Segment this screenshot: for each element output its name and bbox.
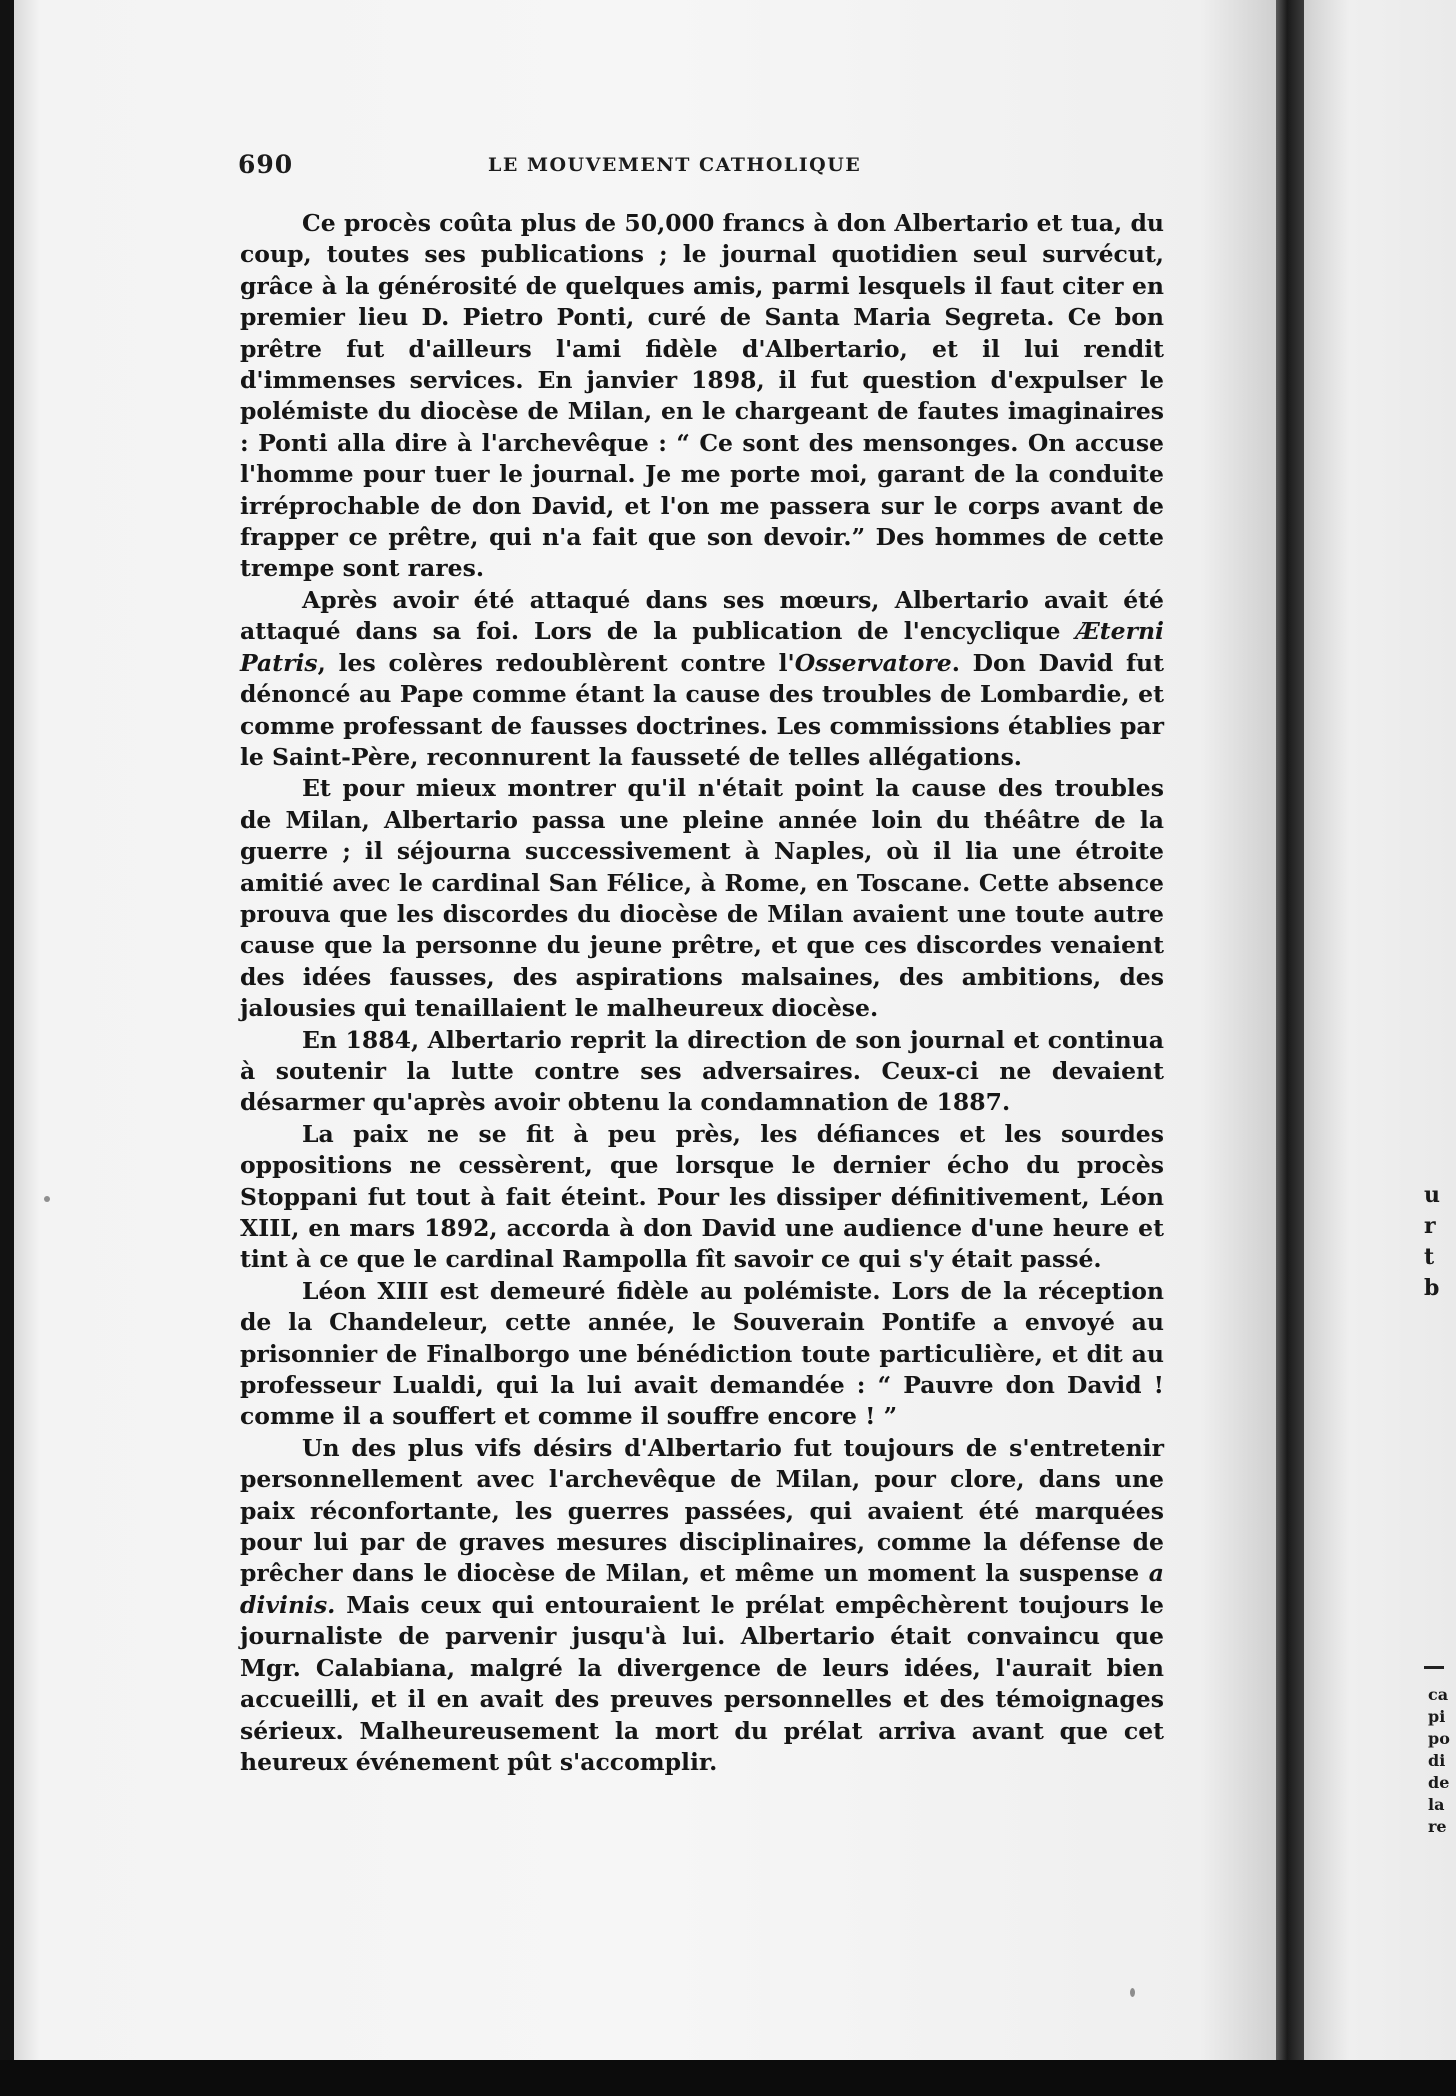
facing-footnote-fragment: po	[1428, 1729, 1450, 1748]
ink-speck	[1130, 1988, 1135, 1997]
facing-page-rule	[1424, 1666, 1444, 1669]
paragraph-2-end: . Don David fut dénoncé au Pape comme étant la cause des troubles de Lombardie, et comme professant de fausses doctrines. Les commissions établies par le Saint-Père, reconnurent la fausseté de telles allégations.	[240, 648, 1164, 771]
paragraph-7	[240, 1433, 1164, 1778]
facing-footnote-fragment: la	[1428, 1795, 1445, 1814]
facing-footnote-fragment: di	[1428, 1751, 1446, 1770]
facing-footnote-fragment: de	[1428, 1773, 1450, 1792]
facing-page-footnote-fragments	[1428, 1684, 1456, 1838]
encyclical-title: Æterni Patris	[240, 617, 1164, 677]
body-text	[240, 208, 1164, 1778]
paragraph-2-mid: , les colères redoublèrent contre l'	[317, 648, 795, 677]
facing-fragment: b	[1424, 1275, 1440, 1301]
ink-speck	[44, 1196, 50, 1202]
facing-fragment: r	[1424, 1213, 1436, 1239]
facing-footnote-fragment: re	[1428, 1817, 1447, 1836]
paragraph-1: Ce procès coûta plus de 50,000 francs à don Albertario et tua, du coup, toutes ses publications ; le journal quotidien seul survécut, grâce à la générosité de quelques amis, parmi lesquels il faut citer en premier lieu D. Pietro Ponti, curé de Santa Maria Segreta. Ce bon prêtre fut d'ailleurs l'ami fidèle d'Albertario, et il lui rendit d'immenses services. En janvier 1898, il fut question d'expulser le polémiste du diocèse de Milan, en le chargeant de fautes imaginaires : Ponti alla dire à l'archevêque : “ Ce sont des mensonges. On accuse l'homme pour tuer le journal. Je me porte moi, garant de la conduite irréprochable de don David, et l'on me passera sur le corps avant de frapper ce prêtre, qui n'a fait que son devoir.” Des hommes de cette trempe sont rares.	[240, 209, 1164, 583]
scan-bottom-edge	[0, 2060, 1456, 2096]
facing-fragment: t	[1424, 1244, 1435, 1270]
paragraph-2-start: Après avoir été attaqué dans ses mœurs, Albertario avait été attaqué dans sa foi. Lors de la publication de l'encyclique	[240, 585, 1164, 646]
newspaper-title: Osservatore	[794, 648, 952, 677]
paragraph-7-start: Un des plus vifs désirs d'Albertario fut toujours de s'entretenir personnellement avec l'archevêque de Milan, pour clore, dans une paix réconfortante, les guerres passées, qui avaient été marquées pour lui par de graves mesures disciplinaires, comme la défense de prêcher dans le diocèse de Milan, et même un moment la suspense	[240, 1433, 1164, 1588]
book-gutter	[1276, 0, 1304, 2060]
running-title: LE MOUVEMENT CATHOLIQUE	[488, 154, 862, 176]
paragraph-6: Léon XIII est demeuré fidèle au polémiste. Lors de la réception de la Chandeleur, cette année, le Souverain Pontife a envoyé au prisonnier de Finalborgo une bénédiction toute particulière, et dit au professeur Lualdi, qui la lui avait demandée : “ Pauvre don David ! comme il a souffert et comme il souffre encore ! ”	[240, 1276, 1164, 1431]
facing-fragment: u	[1424, 1182, 1440, 1208]
page-header	[238, 150, 1162, 186]
paragraph-2	[240, 585, 1164, 773]
page-number: 690	[238, 150, 294, 179]
facing-page-text-fragments	[1424, 1180, 1456, 1304]
paragraph-5: La paix ne se fit à peu près, les défiances et les sourdes oppositions ne cessèrent, que lorsque le dernier écho du procès Stoppani fut tout à fait éteint. Pour les dissiper définitivement, Léon XIII, en mars 1892, accorda à don David une audience d'une heure et tint à ce que le cardinal Rampolla fît savoir ce qui s'y était passé.	[240, 1119, 1164, 1274]
paragraph-3: Et pour mieux montrer qu'il n'était point la cause des troubles de Milan, Albertario passa une pleine année loin du théâtre de la guerre ; il séjourna successivement à Naples, où il lia une étroite amitié avec le cardinal San Félice, à Rome, en Toscane. Cette absence prouva que les discordes du diocèse de Milan avaient une toute autre cause que la personne du jeune prêtre, et que ces discordes venaient des idées fausses, des aspirations malsaines, des ambitions, des jalousies qui tenaillaient le malheureux diocèse.	[240, 774, 1164, 1023]
paragraph-7-end: Mais ceux qui entouraient le prélat empêchèrent toujours le journaliste de parvenir jusqu'à lui. Albertario était convaincu que Mgr. Calabiana, malgré la divergence de leurs idées, l'aurait bien accueilli, et il en avait des preuves personnelles et des témoignages sérieux. Malheureusement la mort du prélat arriva avant que cet heureux événement pût s'accomplir.	[240, 1590, 1164, 1776]
facing-footnote-fragment: ca	[1428, 1685, 1449, 1704]
latin-phrase: a divinis.	[240, 1559, 1164, 1619]
facing-footnote-fragment: pi	[1428, 1707, 1446, 1726]
paragraph-4: En 1884, Albertario reprit la direction de son journal et continua à soutenir la lutte contre ses adversaires. Ceux-ci ne devaient désarmer qu'après avoir obtenu la condamnation de 1887.	[240, 1025, 1164, 1117]
